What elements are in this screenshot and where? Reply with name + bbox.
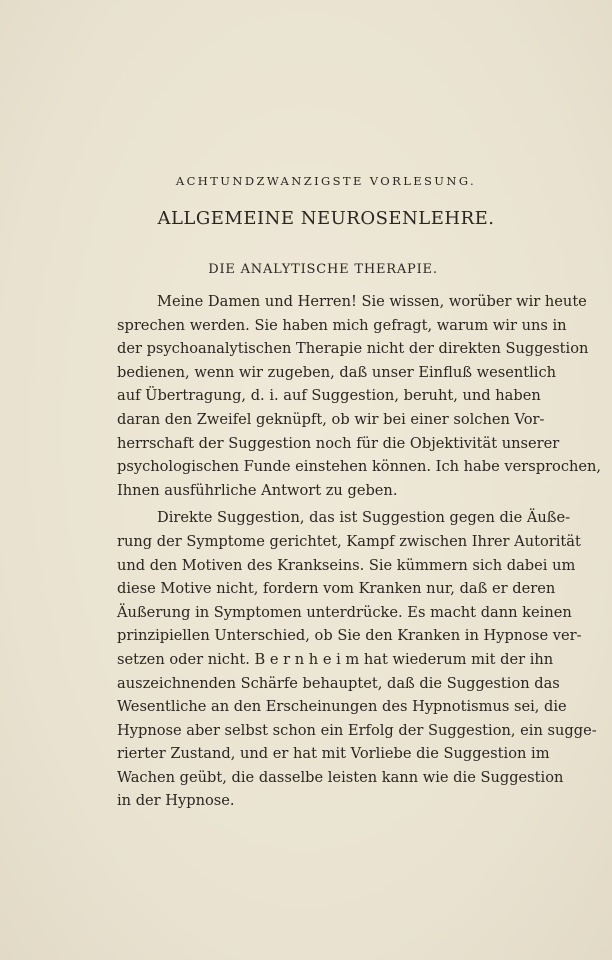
text-line: auf Übertragung, d. i. auf Suggestion, beruht, und haben bbox=[117, 387, 541, 405]
text-line: Direkte Suggestion, das ist Suggestion gegen die Äuße- bbox=[157, 509, 571, 527]
text-line: Äußerung in Symptomen unterdrücke. Es macht dann keinen bbox=[117, 603, 572, 621]
text-line: setzen oder nicht. B e r n h e i m hat wiederum mit der ihn bbox=[117, 650, 554, 668]
text-line: Ihnen ausführliche Antwort zu geben. bbox=[117, 481, 398, 499]
text-line: rierter Zustand, und er hat mit Vorliebe die Suggestion im bbox=[117, 745, 550, 763]
text-line: Meine Damen und Herren! Sie wissen, worüber wir heute bbox=[157, 293, 587, 310]
chapter-title: ALLGEMEINE NEUROSENLEHRE. bbox=[157, 208, 495, 229]
text-line: herrschaft der Suggestion noch für die Objektivität unserer bbox=[117, 434, 560, 452]
text-line: Wachen geübt, die dasselbe leisten kann wie die Suggestion bbox=[117, 768, 564, 786]
paragraph-2 bbox=[117, 506, 597, 813]
text-line: prinzipiellen Unterschied, ob Sie den Kranken in Hypnose ver- bbox=[117, 627, 582, 645]
lecture-heading: ACHTUNDZWANZIGSTE VORLESUNG. bbox=[175, 174, 477, 188]
text-line: der psychoanalytischen Therapie nicht der direkten Suggestion bbox=[117, 340, 589, 358]
body-text bbox=[117, 290, 602, 813]
text-line: auszeichnenden Schärfe behauptet, daß die Suggestion das bbox=[117, 674, 560, 692]
text-line: Hypnose aber selbst schon ein Erfolg der Suggestion, ein sugge- bbox=[117, 721, 597, 739]
text-line: bedienen, wenn wir zugeben, daß unser Einfluß wesentlich bbox=[117, 363, 557, 381]
chapter-subtitle: DIE ANALYTISCHE THERAPIE. bbox=[208, 262, 438, 277]
text-line: sprechen werden. Sie haben mich gefragt, warum wir uns in bbox=[117, 316, 567, 334]
text-line: Wesentliche an den Erscheinungen des Hypnotismus sei, die bbox=[117, 698, 567, 716]
paragraph-1 bbox=[117, 290, 602, 502]
text-line: rung der Symptome gerichtet, Kampf zwischen Ihrer Autorität bbox=[117, 532, 581, 550]
text-line: daran den Zweifel geknüpft, ob wir bei einer solchen Vor- bbox=[117, 410, 545, 428]
text-line: diese Motive nicht, fordern vom Kranken nur, daß er deren bbox=[117, 580, 556, 598]
text-line: und den Motiven des Krankseins. Sie kümmern sich dabei um bbox=[117, 556, 576, 574]
text-line: psychologischen Funde einstehen können. Ich habe versprochen, bbox=[117, 458, 602, 476]
text-line: in der Hypnose. bbox=[117, 792, 235, 810]
